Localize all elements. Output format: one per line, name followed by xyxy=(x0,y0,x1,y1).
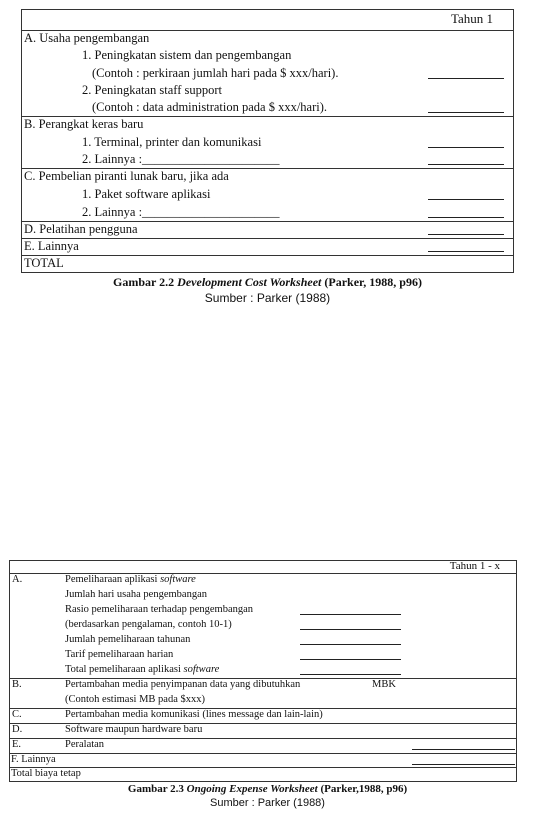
row-text: 2. Lainnya :______________________ xyxy=(82,152,280,166)
row-e xyxy=(10,738,516,752)
blank-line xyxy=(428,234,504,235)
row-text: B. Perangkat keras baru xyxy=(24,117,144,131)
row-label: E. xyxy=(12,739,22,750)
row-text: (berdasarkan pengalaman, contoh 10-1) xyxy=(65,619,232,630)
blank-line xyxy=(428,199,504,200)
row-text: 1. Paket software aplikasi xyxy=(82,187,211,201)
caption-suffix: (Parker,1988, p96) xyxy=(320,783,408,795)
row-a-total xyxy=(10,663,516,677)
row-text: 2. Peningkatan staff support xyxy=(82,83,223,97)
row-text: (Contoh : perkiraan jumlah hari pada $ xxx/hari). xyxy=(92,66,339,80)
ongoing-expense-table xyxy=(9,560,517,782)
row-text-main: Pemeliharaan aplikasi xyxy=(65,574,161,585)
row-text: Jumlah pemeliharaan tahunan xyxy=(65,634,191,645)
row-d-line xyxy=(22,221,513,238)
row-a-ratio xyxy=(10,603,516,617)
row-a-ratio-example xyxy=(10,618,516,632)
row-total xyxy=(24,255,513,272)
row-b2-line xyxy=(22,151,513,168)
blank-line xyxy=(428,251,504,252)
development-cost-table xyxy=(21,9,514,273)
row-a2 xyxy=(82,82,513,99)
blank-line xyxy=(300,644,401,645)
unit-label: MBK xyxy=(372,679,396,690)
row-label: C. xyxy=(12,709,22,720)
blank-line xyxy=(428,147,504,148)
blank-line xyxy=(300,674,401,675)
blank-line xyxy=(300,629,401,630)
row-label: Total biaya tetap xyxy=(11,768,81,779)
row-b xyxy=(10,678,516,692)
row-text: C. Pembelian piranti lunak baru, jika ada xyxy=(24,169,229,183)
row-b xyxy=(24,116,513,133)
row-text: Jumlah hari usaha pengembangan xyxy=(65,589,207,600)
row-text: Tarif pemeliharaan harian xyxy=(65,649,174,660)
row-text: 2. Lainnya :______________________ xyxy=(82,205,280,219)
row-a xyxy=(10,573,516,587)
row-e-line xyxy=(22,238,513,255)
row-c xyxy=(24,168,513,185)
blank-line xyxy=(428,112,504,113)
caption-title: Ongoing Expense Worksheet xyxy=(186,783,318,795)
row-a2-line xyxy=(22,99,513,116)
year-range-column-header: Tahun 1 - x xyxy=(449,560,500,572)
row-text: 1. Terminal, printer dan komunikasi xyxy=(82,135,262,149)
row-d xyxy=(10,723,516,737)
row-c xyxy=(10,708,516,722)
row-text-italic: software xyxy=(183,664,220,675)
row-text-main: Total pemeliharaan aplikasi xyxy=(65,664,184,675)
row-a-rate xyxy=(10,648,516,662)
row-text: Peralatan xyxy=(65,739,105,750)
row-text: Pertambahan media komunikasi (lines message dan lain-lain) xyxy=(65,709,323,720)
row-b-example xyxy=(10,693,516,707)
row-label: D. xyxy=(12,724,23,735)
caption-prefix: Gambar 2.3 xyxy=(127,783,184,795)
row-label: A. xyxy=(12,574,23,585)
blank-line xyxy=(428,217,504,218)
row-text: A. Usaha pengembangan xyxy=(24,31,150,45)
figure-source: Sumber : Parker (1988) xyxy=(204,291,331,305)
figure-caption xyxy=(0,783,535,795)
row-c1-line xyxy=(22,186,513,203)
row-c2-line xyxy=(22,204,513,221)
row-text: (Contoh : data administration pada $ xxx/hari). xyxy=(92,100,328,114)
row-text: 1. Peningkatan sistem dan pengembangan xyxy=(82,48,292,62)
blank-line xyxy=(412,764,515,765)
row-a1-line xyxy=(22,65,513,82)
row-a-days xyxy=(10,588,516,602)
caption-prefix: Gambar 2.2 xyxy=(113,275,175,289)
caption-title: Development Cost Worksheet xyxy=(177,275,322,289)
table-header xyxy=(22,10,513,31)
row-text: TOTAL xyxy=(24,256,64,270)
blank-line xyxy=(300,614,401,615)
row-text: Pertambahan media penyimpanan data yang dibutuhkan xyxy=(65,679,301,690)
row-label: B. xyxy=(12,679,22,690)
row-f xyxy=(10,753,516,767)
row-text xyxy=(65,663,219,677)
row-text-italic: software xyxy=(160,574,196,585)
row-text: E. Lainnya xyxy=(24,239,79,253)
row-text: Software maupun hardware baru xyxy=(65,724,203,735)
row-a xyxy=(24,30,513,47)
blank-line xyxy=(428,164,504,165)
row-text: (Contoh estimasi MB pada $xxx) xyxy=(65,694,205,705)
row-total xyxy=(10,767,516,781)
row-text xyxy=(65,573,196,587)
row-b1-line xyxy=(22,134,513,151)
blank-line xyxy=(428,78,504,79)
row-label: F. Lainnya xyxy=(11,754,56,765)
row-a1 xyxy=(82,47,513,64)
blank-line xyxy=(412,749,515,750)
figure-source: Sumber : Parker (1988) xyxy=(210,797,325,809)
caption-suffix: (Parker, 1988, p96) xyxy=(324,275,422,289)
year-column-header: Tahun 1 xyxy=(450,11,493,26)
row-text: D. Pelatihan pengguna xyxy=(24,222,138,236)
blank-line xyxy=(300,659,401,660)
row-a-annual xyxy=(10,633,516,647)
row-text: Rasio pemeliharaan terhadap pengembangan xyxy=(65,604,254,615)
figure-caption xyxy=(0,275,535,290)
